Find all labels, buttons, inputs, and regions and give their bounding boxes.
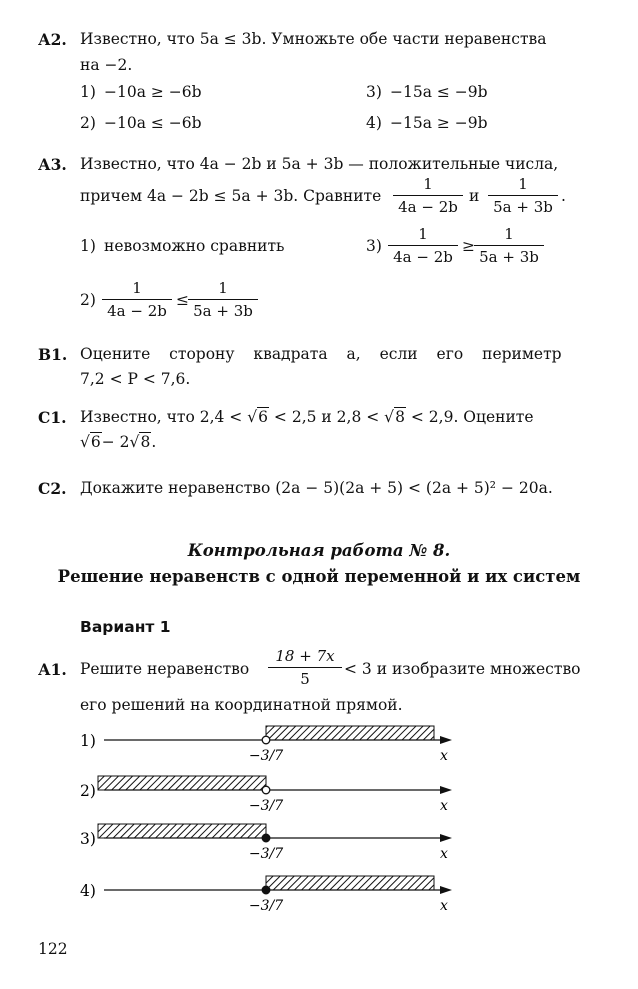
task-a3-option-3-fraction-left: $\frac{1}{4a - 2b}$: [388, 225, 458, 266]
task-a2-option-4: −15a ≥ −9b: [390, 114, 488, 132]
task-a1-suffix: < 3 и изобразите множество: [344, 660, 581, 678]
task-a3-text-line2: причем 4a − 2b ≤ 5a + 3b. Сравните: [80, 187, 382, 205]
number-line-3-point-label: −3/7: [248, 846, 284, 862]
task-b1-text-line2: 7,2 < P < 7,6.: [80, 370, 191, 388]
variant-heading: Вариант 1: [80, 618, 171, 636]
task-a3-option-3-fraction-right: $\frac{1}{5a + 3b}$: [474, 225, 544, 266]
section-subtitle: Решение неравенств с одной переменной и их систем: [57, 567, 581, 586]
task-a2-option-1-num: 1): [80, 83, 96, 101]
task-c1-label: С1.: [38, 408, 67, 427]
task-c1-line2: √6− 2√8.: [80, 433, 157, 451]
number-line-4-num: 4): [80, 882, 96, 900]
task-a2-label: А2.: [38, 30, 67, 49]
task-a3-fraction-2: $\frac{1}{5a + 3b}$: [488, 175, 558, 216]
number-line-1-point-open: [262, 736, 270, 744]
task-a2-option-2-num: 2): [80, 114, 96, 132]
number-line-1-shaded-region: [266, 726, 434, 740]
task-a1-label: А1.: [38, 660, 67, 679]
task-a3-period: .: [561, 187, 566, 205]
task-c2-label: С2.: [38, 479, 67, 498]
task-c1-line2-sqrt8: 8: [140, 433, 151, 451]
number-line-3-axis-label: x: [440, 846, 448, 862]
task-a2-option-4-num: 4): [366, 114, 382, 132]
task-a3-fraction-1: $\frac{1}{4a - 2b}$: [393, 175, 463, 216]
task-a3-option-2-num: 2): [80, 291, 96, 309]
number-line-4-point-closed: [262, 886, 270, 894]
task-a3-option-1-num: 1): [80, 237, 96, 255]
number-line-3-num: 3): [80, 830, 96, 848]
task-c2-text: Докажите неравенство (2a − 5)(2a + 5) < (2a + 5)² − 20a.: [80, 479, 553, 497]
task-a2-option-3-num: 3): [366, 83, 382, 101]
task-b1-label: В1.: [38, 345, 68, 364]
task-a3-label: А3.: [38, 155, 67, 174]
task-a2-option-3: −15a ≤ −9b: [390, 83, 488, 101]
number-line-1-point-label: −3/7: [248, 748, 284, 764]
number-line-4-axis-label: x: [440, 898, 448, 914]
task-b1-text-line1: Оцените сторону квадрата a, если его периметр: [80, 345, 562, 363]
task-a2-option-2: −10a ≤ −6b: [104, 114, 202, 132]
task-a1-fraction: $\frac{18 + 7x}{5}$: [268, 647, 342, 688]
task-a3-option-3-sign: ≥: [462, 237, 475, 255]
number-line-4-point-label: −3/7: [248, 898, 284, 914]
number-line-2-num: 2): [80, 782, 96, 800]
task-c1-line2-end: .: [151, 433, 157, 451]
number-line-2-arrow-icon: [440, 786, 452, 794]
section-title: Контрольная работа № 8.: [187, 541, 451, 560]
task-c1-line1: Известно, что 2,4 < √6 < 2,5 и 2,8 < √8 < 2,9. Оцените: [80, 408, 534, 426]
task-c1-text-b: < 2,5 и 2,8 <: [273, 408, 380, 426]
task-a3-option-3-num: 3): [366, 237, 382, 255]
task-c1-text-c: < 2,9. Оцените: [410, 408, 534, 426]
task-a3-option-2-fraction-right: $\frac{1}{5a + 3b}$: [188, 279, 258, 320]
number-line-2-point-label: −3/7: [248, 798, 284, 814]
number-line-1-num: 1): [80, 732, 96, 750]
task-c1-sqrt6: 6: [258, 408, 268, 426]
task-a3-text-line1: Известно, что 4a − 2b и 5a + 3b — положительные числа,: [80, 155, 559, 173]
task-c1-sqrt8: 8: [395, 408, 405, 426]
task-c1-line2-minus: − 2: [101, 433, 130, 451]
task-a3-option-1: невозможно сравнить: [104, 237, 285, 255]
number-line-3-arrow-icon: [440, 834, 452, 842]
task-a2-text-line1: Известно, что 5a ≤ 3b. Умножьте обе части неравенства: [80, 30, 547, 48]
number-line-3-point-closed: [262, 834, 270, 842]
number-line-4-arrow-icon: [440, 886, 452, 894]
number-line-1-arrow-icon: [440, 736, 452, 744]
task-a2-option-1: −10a ≥ −6b: [104, 83, 202, 101]
number-line-1-axis-label: x: [440, 748, 448, 764]
task-c1-text-a: Известно, что 2,4 <: [80, 408, 243, 426]
task-a3-option-2-fraction-left: $\frac{1}{4a - 2b}$: [102, 279, 172, 320]
number-line-2-shaded-region: [98, 776, 266, 790]
task-a3-option-2-sign: ≤: [176, 291, 189, 309]
task-a3-and: и: [469, 187, 480, 205]
number-line-4-shaded-region: [266, 876, 434, 890]
number-line-3-shaded-region: [98, 824, 266, 838]
number-line-2-point-open: [262, 786, 270, 794]
task-a1-text-line2: его решений на координатной прямой.: [80, 696, 403, 714]
page-number: 122: [38, 940, 68, 958]
task-c1-line2-sqrt6: 6: [90, 433, 101, 451]
number-line-2-axis-label: x: [440, 798, 448, 814]
task-a1-prefix: Решите неравенство: [80, 660, 250, 678]
task-a1-number-lines: [0, 710, 638, 930]
task-a2-text-line2: на −2.: [80, 56, 133, 74]
